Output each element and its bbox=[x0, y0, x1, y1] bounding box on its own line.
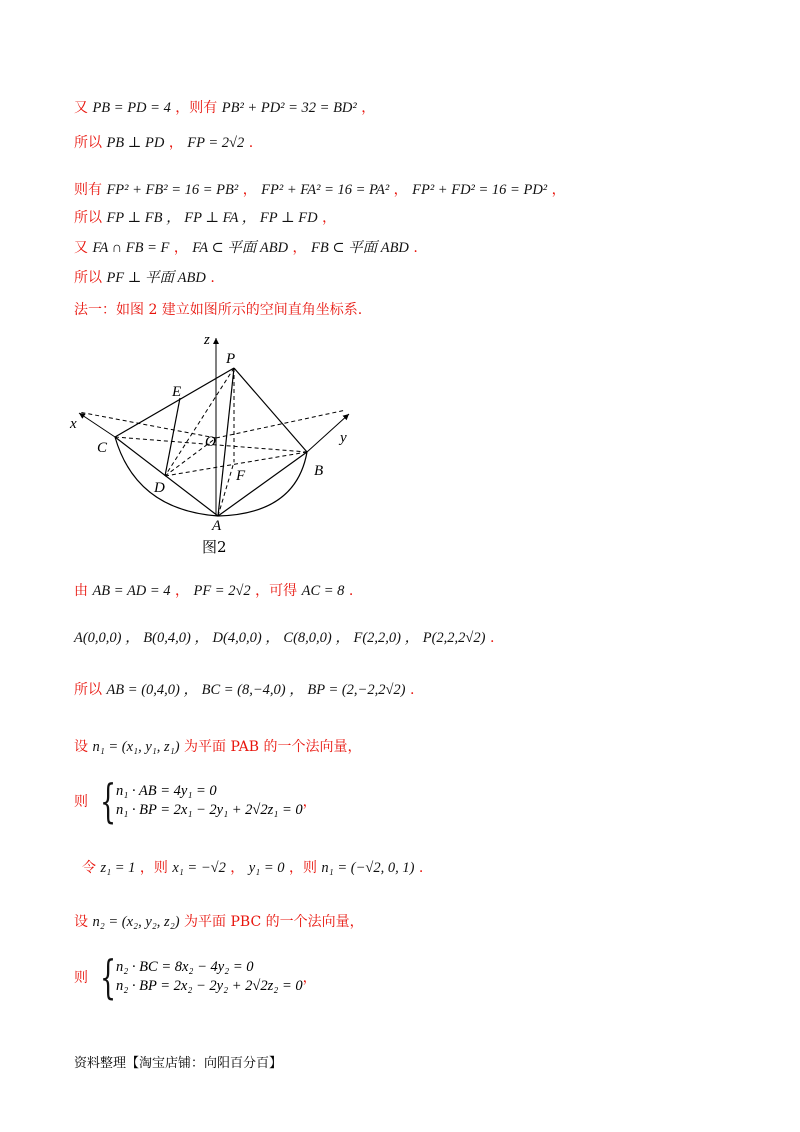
solution-line-11: 设 n₁ = (x₁, y₁, z₁) 为平面 PAB 的一个法向量， bbox=[74, 739, 362, 755]
formula-pb-pd: PB = PD = 4 bbox=[92, 100, 171, 116]
equation-system-1: 则 { n₁ · AB = 4y₁ = 0 n₁ · BP = 2x₁ − 2y₁ + 2√2z₁ = 0 ， bbox=[74, 774, 317, 828]
solution-line-13: 设 n₂ = (x₂, y₂, z₂) 为平面 PBC 的一个法向量， bbox=[74, 914, 364, 930]
label-o: O bbox=[205, 434, 216, 450]
label-p: P bbox=[226, 351, 236, 367]
proof-line-5: 又 FA ∩ FB = F ， FA ⊂ 平面 ABD ， FB ⊂ 平面 ABD . bbox=[74, 240, 418, 256]
label-d: D bbox=[154, 480, 165, 496]
proof-line-4: 所以 FP ⊥ FB ， FP ⊥ FA ， FP ⊥ FD ， bbox=[74, 210, 337, 226]
text-you: 又 bbox=[74, 100, 88, 116]
footer-source: 资料整理【淘宝店铺：向阳百分百】 bbox=[74, 1056, 283, 1071]
label-z: z bbox=[204, 332, 210, 348]
method-one-heading: 法一：如图 2 建立如图所示的空间直角坐标系. bbox=[74, 302, 363, 318]
text-zeyou: ，则有 bbox=[175, 100, 218, 116]
geometry-figure bbox=[66, 330, 386, 530]
solution-line-8: 由 AB = AD = 4 ， PF = 2√2 ，可得 AC = 8 . bbox=[74, 583, 354, 599]
solution-line-9: A(0,0,0) ， B(0,4,0) ， D(4,0,0) ， C(8,0,0) ， F(2,2,0) ， P(2,2,2√2) . bbox=[74, 630, 495, 646]
x-axis bbox=[79, 412, 216, 438]
brace-icon: { bbox=[100, 950, 117, 1004]
proof-line-3: 则有 FP² + FB² = 16 = PB² ， FP² + FA² = 16 = PA² ， FP² + FD² = 16 = PD² ， bbox=[74, 182, 566, 198]
brace-icon: { bbox=[100, 774, 117, 828]
formula-pb-perp-pd: PB ⊥ PD bbox=[106, 135, 165, 151]
solution-line-10: 所以 AB = (0,4,0) ， BC = (8,−4,0) ， BP = (2,−2,2√2) . bbox=[74, 682, 415, 698]
formula-pythag-bd: PB² + PD² = 32 = BD² bbox=[221, 100, 357, 116]
label-f: F bbox=[236, 468, 246, 484]
formula-fp: FP = 2√2 bbox=[187, 135, 245, 151]
solution-line-12: 令 z₁ = 1 ，则 x₁ = −√2 ， y₁ = 0 ，则 n₁ = (−√2, 0, 1) . bbox=[82, 860, 424, 876]
label-a: A bbox=[212, 518, 222, 530]
equation-system-2: 则 { n₂ · BC = 8x₂ − 4y₂ = 0 n₂ · BP = 2x₂ − 2y₂ + 2√2z₂ = 0 ， bbox=[74, 950, 317, 1004]
label-c: C bbox=[97, 440, 108, 456]
proof-line-1: 又 PB = PD = 4 ，则有 PB² + PD² = 32 = BD² ， bbox=[74, 100, 376, 116]
label-y: y bbox=[340, 430, 347, 446]
figure-caption: 图2 bbox=[202, 538, 227, 556]
label-b: B bbox=[314, 463, 324, 479]
label-x: x bbox=[70, 416, 77, 432]
proof-line-2: 所以 PB ⊥ PD ， FP = 2√2 . bbox=[74, 135, 254, 151]
proof-line-6: 所以 PF ⊥ 平面 ABD . bbox=[74, 270, 215, 286]
label-e: E bbox=[172, 384, 182, 400]
